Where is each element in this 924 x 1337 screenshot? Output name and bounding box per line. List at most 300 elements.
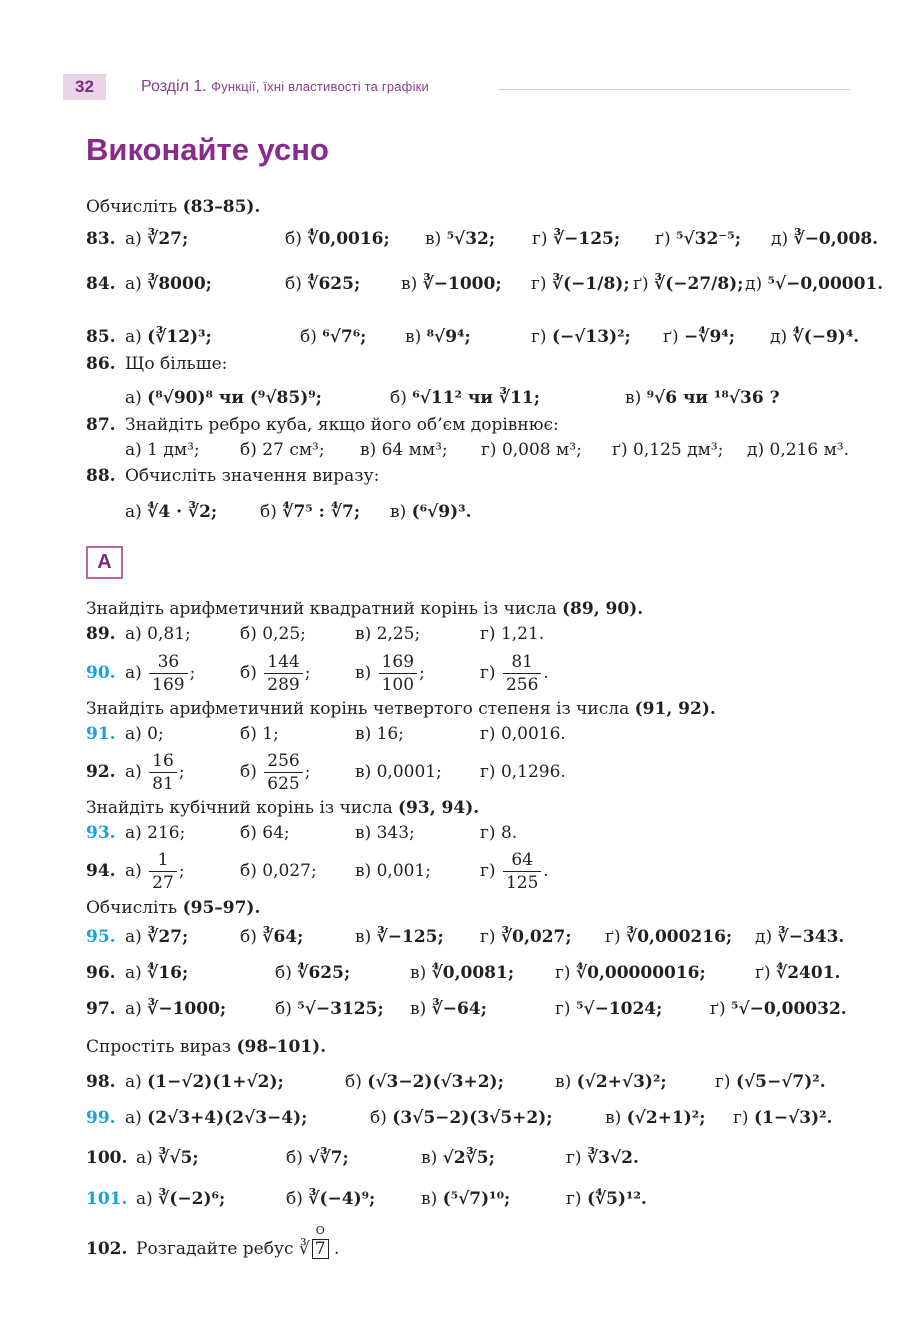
- exercise-number: 84.: [86, 274, 116, 294]
- math-expression: 0,008 м³;: [501, 440, 582, 460]
- exercise-number: 92.: [86, 762, 116, 782]
- option-letter: а): [125, 274, 148, 294]
- option-letter: в): [355, 927, 377, 947]
- exercise-number: 91.: [86, 724, 116, 744]
- option-letter: г): [531, 274, 552, 294]
- exercise-option: [125, 619, 191, 649]
- exercise-option: [125, 818, 185, 848]
- option-letter: а): [125, 963, 148, 983]
- header-rule: [498, 89, 850, 90]
- option-letter: в): [401, 274, 423, 294]
- exercise-option: б) $\frac{144}{289}$ ;: [240, 652, 311, 695]
- math-expression: 1,21.: [500, 624, 545, 644]
- math-expression: ∛√5;: [158, 1148, 199, 1168]
- math-expression: ⁵√32⁻⁵;: [676, 229, 742, 249]
- option-letter: г): [532, 229, 553, 249]
- math-expression: ∜2401.: [776, 963, 841, 983]
- math-expression: ∛−0,008.: [793, 229, 879, 249]
- math-expression: −∜9⁴;: [684, 327, 735, 347]
- option-letter: в): [625, 388, 647, 408]
- option-letter: г): [480, 861, 501, 881]
- option-letter: в): [405, 327, 427, 347]
- option-letter: а): [125, 663, 148, 683]
- math-expression: ∛−125;: [376, 927, 444, 947]
- option-letter: г): [531, 327, 552, 347]
- math-expression: ∛0,027;: [500, 927, 572, 947]
- exercise-option: [605, 1103, 706, 1133]
- exercise-option: [125, 1103, 307, 1133]
- math-expression: 0,25;: [262, 624, 306, 644]
- math-expression: 0,1296.: [500, 762, 566, 782]
- math-expression: ∛(−1/8);: [551, 274, 630, 294]
- math-expression: ∜0,0081;: [431, 963, 515, 983]
- option-letter: б): [240, 927, 263, 947]
- option-letter: а): [125, 724, 148, 744]
- option-letter: г): [733, 1108, 754, 1128]
- numerator: 36: [149, 651, 187, 674]
- numerator: 144: [264, 651, 302, 674]
- exercise-option: [240, 619, 306, 649]
- exercise-option: [355, 922, 444, 952]
- math-expression: 0,0001;: [376, 762, 442, 782]
- math-expression: 0,027;: [262, 861, 317, 881]
- numerator: 1: [149, 849, 177, 872]
- option-letter: б): [240, 440, 263, 460]
- rebus-box: 7 О: [312, 1239, 329, 1259]
- option-letter: б): [286, 1148, 309, 1168]
- math-expression: ∜625;: [307, 274, 361, 294]
- option-letter: в): [421, 1189, 443, 1209]
- math-expression: ∛27;: [147, 927, 189, 947]
- math-expression: ⁶√7⁶;: [322, 327, 367, 347]
- math-expression: (⁸√90)⁸ чи (⁹√85)⁹;: [147, 388, 322, 408]
- exercise-option: [747, 435, 849, 465]
- page-header: [0, 72, 924, 106]
- option-letter: б): [390, 388, 413, 408]
- math-expression: √∛7;: [308, 1148, 349, 1168]
- exercise-number: 86.: [86, 354, 116, 374]
- option-letter: б): [345, 1072, 368, 1092]
- exercise-option: г) $\frac{64}{125}$ .: [480, 850, 549, 893]
- math-expression: ∜4 · ∛2;: [147, 502, 218, 522]
- instruction-line: Обчисліть (83–85).: [86, 197, 261, 217]
- exercise-option: [240, 818, 290, 848]
- option-letter: ґ): [663, 327, 685, 347]
- exercise-option: а) $\frac{16}{81}$ ;: [125, 751, 185, 794]
- exercise-number: 94.: [86, 861, 116, 881]
- option-letter: б): [240, 762, 263, 782]
- math-expression: ∜625;: [297, 963, 351, 983]
- math-expression: ∛8000;: [147, 274, 212, 294]
- option-letter: г): [480, 663, 501, 683]
- chapter-header: [141, 78, 429, 96]
- exercise-option: [480, 757, 566, 787]
- exercise-option: [240, 856, 317, 886]
- exercise-text: Що більше:: [125, 354, 228, 374]
- denominator: 625: [267, 774, 300, 794]
- exercise-option: [480, 818, 517, 848]
- math-expression: 343;: [376, 823, 415, 843]
- exercise-option: [755, 922, 844, 952]
- option-letter: б): [370, 1108, 393, 1128]
- exercise-number: 95.: [86, 927, 116, 947]
- exercise-option: [421, 1143, 495, 1173]
- exercise-option: [480, 922, 572, 952]
- exercise-option: [286, 1143, 349, 1173]
- option-letter: а): [136, 1189, 159, 1209]
- math-expression: (1−√3)².: [753, 1108, 833, 1128]
- math-expression: (√3−2)(√3+2);: [367, 1072, 504, 1092]
- instruction-line: Знайдіть кубічний корінь із числа (93, 94).: [86, 798, 480, 818]
- option-letter: г): [566, 1189, 587, 1209]
- math-expression: ∛3√2.: [586, 1148, 639, 1168]
- option-letter: а): [125, 762, 148, 782]
- option-letter: а): [136, 1148, 159, 1168]
- option-letter: ґ): [710, 999, 732, 1019]
- fraction: [503, 651, 541, 696]
- option-letter: б): [240, 823, 263, 843]
- option-letter: ґ): [755, 963, 777, 983]
- exercise-number: 100.: [86, 1148, 128, 1168]
- option-letter: ґ): [655, 229, 677, 249]
- exercise-range: (83–85).: [182, 197, 261, 217]
- exercise-number: 83.: [86, 229, 116, 249]
- exercise-option: [125, 269, 212, 299]
- option-letter: г): [480, 724, 501, 744]
- math-expression: ∛(−2)⁶;: [158, 1189, 226, 1209]
- math-expression: 27 см³;: [262, 440, 325, 460]
- exercise-option: [605, 922, 732, 952]
- math-expression: √2∛5;: [442, 1148, 495, 1168]
- exercise-option: [125, 322, 212, 352]
- exercise-option: [555, 994, 662, 1024]
- option-letter: г): [480, 927, 501, 947]
- exercise-option: [733, 1103, 832, 1133]
- exercise-option: в) $\frac{169}{100}$ ;: [355, 652, 425, 695]
- option-letter: г): [566, 1148, 587, 1168]
- section-title: Виконайте усно: [86, 132, 329, 167]
- exercise-range: (95–97).: [182, 898, 261, 918]
- math-expression: ∜0,0016;: [307, 229, 390, 249]
- exercise-number: 93.: [86, 823, 116, 843]
- exercise-option: [633, 269, 744, 299]
- option-letter: а): [125, 861, 148, 881]
- option-letter: а): [125, 999, 148, 1019]
- fraction: [149, 750, 177, 795]
- exercise-option: [390, 497, 472, 527]
- option-letter: д): [770, 327, 793, 347]
- option-letter: в): [355, 663, 377, 683]
- option-letter: б): [300, 327, 323, 347]
- option-letter: б): [240, 724, 263, 744]
- exercise-option: [401, 269, 502, 299]
- exercise-option: [125, 497, 217, 527]
- exercise-option: [771, 224, 878, 254]
- rebus-letter: О: [315, 1224, 325, 1237]
- math-expression: 0,0016.: [500, 724, 566, 744]
- math-expression: (√2+1)²;: [626, 1108, 706, 1128]
- math-expression: ∛−64;: [431, 999, 487, 1019]
- exercise-option: [285, 224, 390, 254]
- math-expression: 0,216 м³.: [769, 440, 850, 460]
- math-expression: ⁵√−3125;: [297, 999, 384, 1019]
- option-letter: а): [125, 388, 148, 408]
- exercise-text: Розгадайте ребус ∛ 7 О .: [136, 1224, 340, 1259]
- exercise-option: [345, 1067, 504, 1097]
- math-expression: 2,25;: [376, 624, 421, 644]
- option-letter: г): [555, 963, 576, 983]
- option-letter: ґ): [612, 440, 634, 460]
- exercise-option: [745, 269, 883, 299]
- fraction: [503, 849, 541, 894]
- exercise-option: а) $\frac{36}{169}$ ;: [125, 652, 196, 695]
- math-expression: 0,81;: [147, 624, 191, 644]
- exercise-option: [663, 322, 735, 352]
- option-letter: в): [355, 724, 377, 744]
- option-letter: в): [390, 502, 412, 522]
- option-letter: д): [747, 440, 770, 460]
- math-expression: 1;: [262, 724, 279, 744]
- denominator: 169: [152, 675, 185, 695]
- math-expression: (∛12)³;: [147, 327, 212, 347]
- option-letter: а): [125, 624, 148, 644]
- exercise-option: [566, 1184, 647, 1214]
- exercise-number: 90.: [86, 663, 116, 683]
- option-letter: д): [755, 927, 778, 947]
- exercise-option: г) $\frac{81}{256}$ .: [480, 652, 549, 695]
- math-expression: ∛−1000;: [147, 999, 227, 1019]
- exercise-option: [405, 322, 471, 352]
- exercise-option: [300, 322, 366, 352]
- option-letter: а): [125, 327, 148, 347]
- exercise-option: [125, 383, 322, 413]
- exercise-option: [531, 269, 630, 299]
- math-expression: ∛27;: [147, 229, 189, 249]
- option-letter: в): [410, 999, 432, 1019]
- option-letter: в): [355, 823, 377, 843]
- option-letter: г): [480, 823, 501, 843]
- option-letter: г): [480, 762, 501, 782]
- exercise-option: [425, 224, 495, 254]
- option-letter: д): [771, 229, 794, 249]
- exercise-option: [260, 497, 360, 527]
- math-expression: 64 мм³;: [381, 440, 448, 460]
- math-expression: 1 дм³;: [147, 440, 200, 460]
- denominator: 289: [267, 675, 300, 695]
- math-expression: (1−√2)(1+√2);: [147, 1072, 284, 1092]
- instruction-line: Обчисліть (95–97).: [86, 898, 261, 918]
- option-letter: в): [425, 229, 447, 249]
- exercise-option: [285, 269, 360, 299]
- exercise-option: [555, 958, 706, 988]
- option-letter: д): [745, 274, 768, 294]
- exercise-option: [390, 383, 540, 413]
- fraction: [149, 849, 177, 894]
- option-letter: в): [355, 624, 377, 644]
- exercise-option: [481, 435, 582, 465]
- option-letter: а): [125, 229, 148, 249]
- fraction: [149, 651, 187, 696]
- math-expression: 16;: [376, 724, 404, 744]
- math-expression: ⁸√9⁴;: [426, 327, 471, 347]
- exercise-number: 102.: [86, 1239, 128, 1259]
- math-expression: ⁵√32;: [446, 229, 496, 249]
- math-expression: (√5−√7)².: [735, 1072, 826, 1092]
- option-letter: б): [275, 963, 298, 983]
- numerator: 256: [264, 750, 302, 773]
- exercise-number: 101.: [86, 1189, 128, 1209]
- option-letter: б): [240, 624, 263, 644]
- exercise-option: [480, 719, 566, 749]
- denominator: 27: [152, 873, 174, 893]
- math-expression: 0,001;: [376, 861, 432, 881]
- exercise-option: [410, 994, 487, 1024]
- option-letter: б): [240, 861, 263, 881]
- math-expression: (−√13)²;: [551, 327, 631, 347]
- exercise-range: (98–101).: [236, 1037, 327, 1057]
- math-expression: (√2+√3)²;: [576, 1072, 667, 1092]
- option-letter: б): [240, 663, 263, 683]
- option-letter: б): [286, 1189, 309, 1209]
- exercise-option: [286, 1184, 375, 1214]
- chapter-label: Розділ 1.: [141, 78, 207, 95]
- option-letter: а): [125, 823, 148, 843]
- math-expression: (⁶√9)³.: [411, 502, 472, 522]
- instruction-line: Знайдіть арифметичний корінь четвертого степеня із числа (91, 92).: [86, 699, 716, 719]
- exercise-option: [710, 994, 847, 1024]
- denominator: 100: [381, 675, 415, 695]
- exercise-option: [136, 1184, 225, 1214]
- option-letter: б): [285, 274, 308, 294]
- math-expression: ∛−1000;: [422, 274, 502, 294]
- denominator: 125: [505, 873, 539, 893]
- math-expression: ∜(−9)⁴.: [792, 327, 860, 347]
- math-expression: 0;: [147, 724, 164, 744]
- math-expression: ⁵√−0,00032.: [731, 999, 847, 1019]
- math-expression: ∛−125;: [552, 229, 621, 249]
- exercise-option: [532, 224, 620, 254]
- exercise-option: [531, 322, 631, 352]
- exercise-option: [240, 719, 279, 749]
- option-letter: а): [125, 1072, 148, 1092]
- exercise-option: [755, 958, 840, 988]
- exercise-option: [421, 1184, 510, 1214]
- option-letter: в): [355, 762, 377, 782]
- exercise-option: [566, 1143, 639, 1173]
- exercise-option: [480, 619, 544, 649]
- exercise-option: [240, 922, 303, 952]
- exercise-option: [355, 818, 415, 848]
- exercise-option: [555, 1067, 667, 1097]
- exercise-text: Обчисліть значення виразу:: [125, 466, 380, 486]
- option-letter: в): [410, 963, 432, 983]
- exercise-number: 96.: [86, 963, 116, 983]
- exercise-option: [625, 383, 780, 413]
- exercise-text: Знайдіть ребро куба, якщо його об’єм дорівнює:: [125, 415, 559, 435]
- exercise-option: [125, 1067, 284, 1097]
- option-letter: в): [355, 861, 377, 881]
- exercise-number: 98.: [86, 1072, 116, 1092]
- exercise-option: [125, 958, 188, 988]
- exercise-number: 87.: [86, 415, 116, 435]
- math-expression: ∜7⁵ : ∜7;: [282, 502, 361, 522]
- math-expression: ∛(−4)⁹;: [308, 1189, 376, 1209]
- exercise-number: 97.: [86, 999, 116, 1019]
- math-expression: (⁵√7)¹⁰;: [442, 1189, 511, 1209]
- math-expression: ⁵√−1024;: [575, 999, 663, 1019]
- option-letter: в): [605, 1108, 627, 1128]
- math-expression: ∛0,000216;: [626, 927, 733, 947]
- exercise-number: 99.: [86, 1108, 116, 1128]
- option-letter: г): [480, 624, 501, 644]
- denominator: 81: [152, 774, 174, 794]
- exercise-option: [355, 619, 420, 649]
- numerator: 64: [503, 849, 541, 872]
- option-letter: в): [555, 1072, 577, 1092]
- exercise-option: [136, 1143, 199, 1173]
- exercise-option: [275, 994, 384, 1024]
- exercise-option: [275, 958, 350, 988]
- option-letter: в): [421, 1148, 443, 1168]
- exercise-option: [655, 224, 741, 254]
- option-letter: г): [481, 440, 502, 460]
- math-expression: (∜5)¹².: [586, 1189, 647, 1209]
- exercise-option: [355, 757, 442, 787]
- exercise-option: [355, 719, 404, 749]
- math-expression: 8.: [500, 823, 518, 843]
- fraction: [379, 651, 417, 696]
- exercise-range: (93, 94).: [398, 798, 480, 818]
- option-letter: г): [555, 999, 576, 1019]
- exercise-option: а) $\frac{1}{27}$ ;: [125, 850, 185, 893]
- instruction-line: Знайдіть арифметичний квадратний корінь із числа (89, 90).: [86, 599, 644, 619]
- math-expression: 216;: [147, 823, 186, 843]
- exercise-number: 89.: [86, 624, 116, 644]
- instruction-line: Спростіть вираз (98–101).: [86, 1037, 327, 1057]
- math-expression: ∜16;: [147, 963, 189, 983]
- math-expression: ∛64;: [262, 927, 304, 947]
- numerator: 169: [379, 651, 417, 674]
- chapter-title: Функції, їхні властивості та графіки: [211, 79, 430, 94]
- option-letter: б): [285, 229, 308, 249]
- math-expression: ⁹√6 чи ¹⁸√36 ?: [646, 388, 780, 408]
- math-expression: (3√5−2)(3√5+2);: [392, 1108, 553, 1128]
- fraction: [264, 651, 302, 696]
- level-badge: А: [86, 546, 123, 579]
- exercise-number: 88.: [86, 466, 116, 486]
- exercise-option: [355, 856, 431, 886]
- option-letter: б): [260, 502, 283, 522]
- option-letter: а): [125, 1108, 148, 1128]
- page-number: 32: [63, 74, 106, 100]
- option-letter: а): [125, 502, 148, 522]
- exercise-option: [125, 922, 188, 952]
- exercise-option: [770, 322, 859, 352]
- math-expression: ∛(−27/8);: [654, 274, 744, 294]
- math-expression: ∜0,00000016;: [575, 963, 706, 983]
- math-expression: 0,125 дм³;: [633, 440, 724, 460]
- option-letter: б): [275, 999, 298, 1019]
- math-expression: ∛−343.: [777, 927, 845, 947]
- option-letter: а): [125, 440, 148, 460]
- exercise-option: [612, 435, 723, 465]
- exercise-option: [125, 994, 226, 1024]
- exercise-option: [410, 958, 514, 988]
- math-expression: 64;: [262, 823, 290, 843]
- math-expression: ⁶√11² чи ∛11;: [412, 388, 540, 408]
- option-letter: ґ): [633, 274, 655, 294]
- exercise-option: [715, 1067, 826, 1097]
